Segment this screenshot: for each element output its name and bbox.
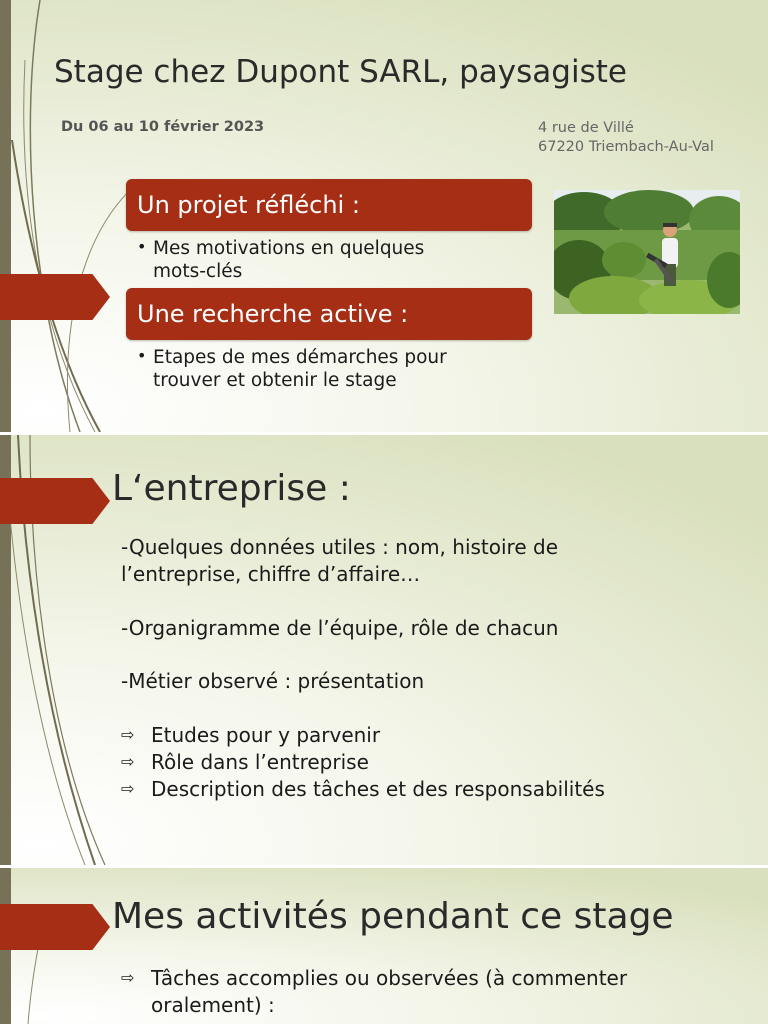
list-item-text: Etudes pour y parvenir <box>151 723 381 747</box>
address-city: 67220 Triembach-Au-Val <box>538 139 714 155</box>
bullet-text-line-2: mots-clés <box>153 261 243 282</box>
list-item <box>121 965 761 1019</box>
slide-3 <box>0 868 768 1024</box>
bullet-text-line-2: trouver et obtenir le stage <box>153 370 397 391</box>
paragraph-metier <box>121 668 721 695</box>
paragraph-organigramme <box>121 615 721 642</box>
company-address <box>538 119 714 157</box>
paragraph-line: -Organigramme de l’équipe, rôle de chacun <box>121 616 559 640</box>
list-item <box>121 722 761 749</box>
arrow-right-icon: ⇨ <box>121 725 135 744</box>
arrow-right-icon: ⇨ <box>121 968 135 987</box>
list-item <box>121 776 761 803</box>
gardener-trimming-hedge-photo <box>554 190 740 314</box>
list-item-text: Description des tâches et des responsabilités <box>151 777 605 801</box>
arrow-list <box>121 722 761 803</box>
paragraph-line-1: -Quelques données utiles : nom, histoire de <box>121 535 559 559</box>
bullet-text-line-1: Etapes de mes démarches pour <box>153 347 447 368</box>
list-item-text: Rôle dans l’entreprise <box>151 750 369 774</box>
slide-1 <box>0 0 768 432</box>
bullet-motivations <box>137 237 517 283</box>
slide-2 <box>0 435 768 865</box>
bullet-dot: • <box>137 346 147 365</box>
list-item-text-line-2: oralement) : <box>151 993 275 1017</box>
section-heading-recherche: Une recherche active : <box>126 288 532 340</box>
paragraph-line: -Métier observé : présentation <box>121 669 425 693</box>
section-heading-projet: Un projet réfléchi : <box>126 179 532 231</box>
section-heading-activites: Mes activités pendant ce stage <box>112 896 674 937</box>
section-heading-entreprise: L‘entreprise : <box>112 468 351 509</box>
red-arrow-marker <box>0 274 110 320</box>
arrow-right-icon: ⇨ <box>121 779 135 798</box>
address-street: 4 rue de Villé <box>538 120 634 136</box>
list-item-text-line-1: Tâches accomplies ou observées (à commenter <box>151 966 628 990</box>
arrow-list <box>121 965 761 1019</box>
list-item <box>121 749 761 776</box>
bullet-text-line-1: Mes motivations en quelques <box>153 238 425 259</box>
paragraph-line-2: l’entreprise, chiffre d’affaire… <box>121 562 421 586</box>
red-arrow-marker <box>0 478 110 524</box>
paragraph-donnees <box>121 534 721 588</box>
arrow-right-icon: ⇨ <box>121 752 135 771</box>
bullet-demarches <box>137 346 517 392</box>
bullet-dot: • <box>137 237 147 256</box>
slide-title: Stage chez Dupont SARL, paysagiste <box>54 54 627 90</box>
red-arrow-marker <box>0 904 110 950</box>
internship-dates: Du 06 au 10 février 2023 <box>61 119 265 135</box>
